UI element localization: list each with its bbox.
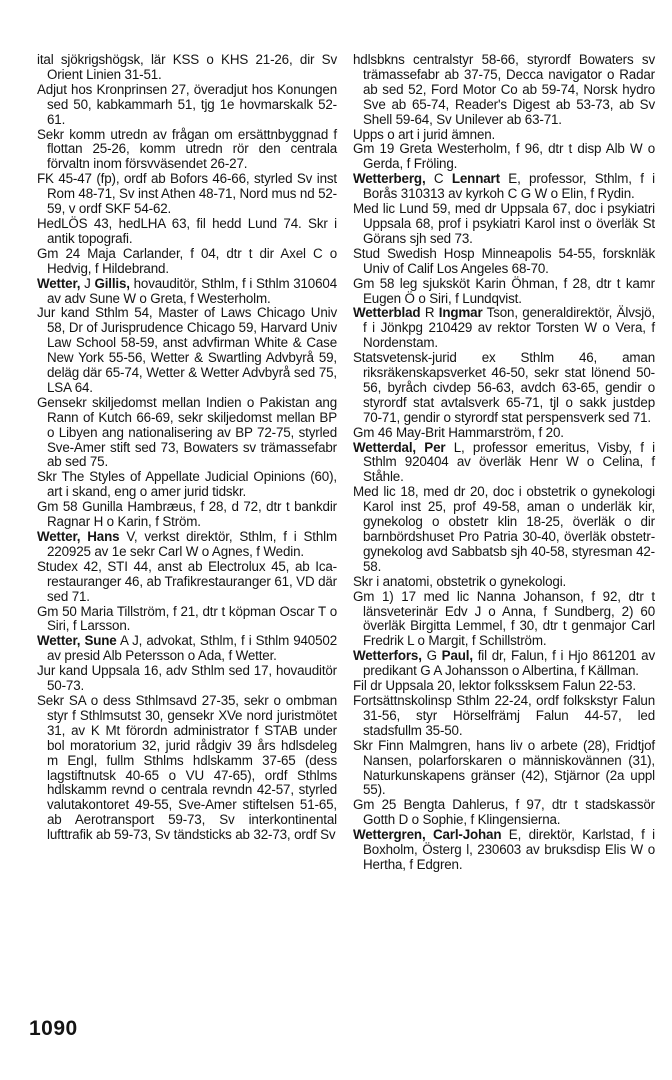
entry-paragraph (37, 694, 337, 843)
paragraph-text: Sekr komm utredn av frågan om ersättnbyggnad f flottan 25-26, komm utredn rör den centrala förvaltn inom försvväsendet 26-27. (37, 126, 337, 172)
entry-paragraph (353, 679, 655, 694)
paragraph-text: Studex 42, STI 44, anst ab Electrolux 45, ab Ica-restauranger 46, ab Trafikrestauranger 61, VD där sed 71. (37, 558, 337, 604)
biography-entry-sune-wetter (37, 634, 337, 664)
entry-paragraph (37, 396, 337, 471)
entry-paragraph (37, 172, 337, 217)
entry-paragraph (353, 739, 655, 799)
given-name: Sune (84, 633, 117, 649)
entry-text: fil dr, Falun, f i Hjo 861201 av predikant G A Johansson o Albertina, f Källman. (363, 648, 655, 679)
paragraph-text: Gm 58 Gunilla Hambræus, f 28, d 72, dtr t bankdir Ragnar H o Karin, f Ström. (37, 499, 337, 530)
entry-paragraph (353, 798, 655, 828)
given-name: Carl-Johan (432, 827, 502, 843)
given-name: Hans (87, 529, 120, 544)
paragraph-text: Fortsättnskolinsp Sthlm 22-24, ordf folkskstyr Falun 31-56, styr Hörselfrämj Falun 44-57, led stadsfullm 35-50. (353, 692, 655, 738)
surname: Wetter, (37, 275, 81, 291)
entry-text: L, professor emeritus, Visby, f i Sthlm 920404 av överläk Henr W o Celina, f Ståhle. (363, 439, 655, 485)
entry-text: E, professor, Sthlm, f i Borås 310313 av kyrkoh C G W o Elin, f Rydin. (363, 171, 655, 202)
surname: Wetter, (37, 529, 81, 544)
initials: R (420, 305, 439, 321)
paragraph-text: Skr Finn Malmgren, hans liv o arbete (28), Fridtjof Nansen, polarforskaren o människovännen (31), Naturkunskapens gränser (42), Stjärnor (2a uppl 55). (353, 737, 655, 798)
paragraph-text: Gm 19 Greta Westerholm, f 96, dtr t disp Alb W o Gerda, f Fröling. (353, 141, 655, 172)
entry-text: Tson, generaldirektör, Älvsjö, f i Jönkpg 210429 av rektor Torsten W o Vera, f Nordenstam. (363, 305, 655, 351)
entry-paragraph (353, 277, 655, 307)
entry-paragraph (353, 53, 655, 128)
paragraph-text: FK 45-47 (fp), ordf ab Bofors 46-66, styrled Sv inst Rom 48-71, Sv inst Athen 48-71, Nord mus nd 52-59, v ordf SKF 54-62. (37, 171, 337, 217)
page-number: 1090 (29, 1017, 78, 1040)
paragraph-text: Gm 1) 17 med lic Nanna Johanson, f 92, dtr t länsveterinär Edv J o Anna, f Sundberg, 2) 60 överläk Birgitta Lemmel, f 30, dtr t genmajor Carl Fredrik L o Margit, f Schillström. (353, 588, 655, 649)
entry-paragraph (353, 694, 655, 739)
initials: J (80, 275, 95, 291)
biography-entry-ingmar-wetterblad (353, 306, 655, 351)
paragraph-text: ital sjökrigshögsk, lär KSS o KHS 21-26, dir Sv Orient Linien 31-51. (37, 52, 337, 82)
paragraph-text: Gm 24 Maja Carlander, f 04, dtr t dir Axel C o Hedvig, f Hildebrand. (37, 245, 337, 276)
entry-paragraph (37, 217, 337, 247)
paragraph-text: hdlsbkns centralstyr 58-66, styrordf Bowaters sv trämassefabr ab 37-75, Decca navigator o Radar ab sed 52, Ford Motor Co ab 59-74, Norsk hydro Sve ab 65-74, Reader's Digest ab 53-73, ab Sv Shell 59-64, Sv Unilever ab 63-71. (353, 52, 655, 127)
entry-paragraph (353, 202, 655, 247)
given-name: Per (424, 439, 446, 455)
paragraph-text: Gm 46 May-Brit Hammarström, f 20. (353, 424, 564, 440)
given-name: Paul, (441, 648, 473, 664)
entry-text: E, direktör, Karlstad, f i Boxholm, Österg l, 230603 av bruksdisp Elis W o Hertha, f Edgren. (363, 827, 655, 872)
entry-paragraph (37, 605, 337, 635)
entry-paragraph (37, 83, 337, 128)
entry-paragraph (37, 53, 337, 83)
entry-paragraph (37, 560, 337, 605)
paragraph-text: Sekr SA o dess Sthlmsavd 27-35, sekr o ombman styr f Sthlmsutst 30, gensekr XVe nord juristmötet 31, av K Mt förordn administrator f STAB under bol moratorium 32, jurid rådgiv 39 års hdlsdeleg m Engl, fullm Sthlms hdlskamm 37-65 (dess lagstiftnutsk 40-65 o VU 47-65), ordf Sthlms hdlskamm revnd o centrala revndn 42-57, styrled valutakontoret 49-55, Sve-Amer stiftelsen 51-65, ab Aerotransport 59-73, Sv interkontinental lufttrafik ab 59-73, Sv tändsticks ab 32-73, ordf Sv (37, 692, 337, 843)
entry-paragraph (353, 590, 655, 650)
surname: Wetterberg, (353, 171, 426, 187)
paragraph-text: Jur kand Sthlm 54, Master of Laws Chicago Univ 58, Dr of Jurisprudence Chicago 59, Harvard Univ Law School 58-59, anst advfirman White & Case New York 55-56, Wetter & Swartling Advbyrå 59, deläg där 65-74, Wetter & Wetter Advbyrå sed 75, LSA 64. (37, 305, 337, 395)
biography-entry-lennart-wetterberg (353, 172, 655, 202)
paragraph-text: Stud Swedish Hosp Minneapolis 54-55, forsknläk Univ of Calif Los Angeles 68-70. (353, 245, 655, 276)
surname: Wetterblad (353, 305, 421, 321)
paragraph-text: Skr The Styles of Appellate Judicial Opinions (60), art i skand, eng o amer jurid tidskr. (37, 469, 337, 500)
surname: Wetterdal, (353, 439, 416, 455)
paragraph-text: Gensekr skiljedomst mellan Indien o Pakistan ang Rann of Kutch 66-69, sekr skiljedomst mellan BP o Libyen ang nationalisering av BP 72-75, styrled Sve-Amer stift sed 73, Bowaters sv trämassefabr ab sed 75. (37, 394, 337, 470)
surname: Wetterfors, (353, 648, 422, 664)
surname: Wettergren, (353, 827, 426, 843)
biography-entry-per-wetterdal (353, 441, 655, 486)
paragraph-text: Med lic 18, med dr 20, doc i obstetrik o gynekologi Karol inst 25, prof 49-58, aman o underläk kir, gynekolog o obstetr klin 18-25, överläk o dir barnbördshuset Pro Patria 30-40, överläk obstetr-gynekolog avd Sabbatsb sjh 40-58, styresman 42-58. (353, 484, 655, 574)
entry-paragraph (37, 306, 337, 395)
entry-paragraph (37, 470, 337, 500)
paragraph-text: Statsvetensk-jurid ex Sthlm 46, aman riksräkenskapsverket 46-50, sekr stat lönend 50-56, byråch civdep 56-63, avdch 63-65, gendir o styrordf stat avtalsverk 65-71, tjl o sakk justdep 70-71, gendir o styrordf stat perspensverk sed 71. (353, 350, 655, 425)
entry-paragraph (353, 351, 655, 426)
paragraph-text: Fil dr Uppsala 20, lektor folkssksem Falun 22-53. (353, 678, 636, 694)
left-column (37, 53, 337, 843)
paragraph-text: Gm 25 Bengta Dahlerus, f 97, dtr t stadskassör Gotth D o Sophie, f Klingensierna. (353, 797, 655, 828)
paragraph-text: Gm 58 leg sjuksköt Karin Öhman, f 28, dtr t kamr Eugen Ö o Siri, f Lundqvist. (353, 275, 655, 306)
biography-entry-carl-johan-wettergren (353, 828, 655, 873)
entry-paragraph (353, 426, 655, 441)
entry-text: V, verkst direktör, Sthlm, f i Sthlm 220925 av 1e sekr Carl W o Agnes, f Wedin. (47, 529, 337, 559)
given-name: Lennart (451, 171, 500, 187)
entry-paragraph (37, 500, 337, 530)
entry-paragraph (353, 247, 655, 277)
biography-entry-hans-wetter (37, 530, 337, 560)
surname: Wetter, (37, 633, 81, 649)
paragraph-text: Adjut hos Kronprinsen 27, överadjut hos Konungen sed 50, kabkammarh 51, tjg 1e hovmarskalk 52-61. (37, 81, 337, 127)
initials (426, 827, 433, 842)
entry-paragraph (37, 247, 337, 277)
initials: C (425, 171, 452, 187)
initials: G (421, 648, 442, 664)
entry-text: A J, advokat, Sthlm, f i Sthlm 940502 av presid Alb Petersson o Ada, f Wetter. (47, 633, 337, 664)
paragraph-text: Med lic Lund 59, med dr Uppsala 67, doc i psykiatri Uppsala 68, prof i psykiatri Karol inst o överläk St Görans sjh sed 73. (353, 201, 655, 246)
right-column (353, 53, 655, 873)
paragraph-text: Gm 50 Maria Tillström, f 21, dtr t köpman Oscar T o Siri, f Larsson. (37, 603, 337, 634)
entry-paragraph (353, 128, 655, 143)
entry-paragraph (353, 575, 655, 590)
biography-entry-paul-wetterfors (353, 649, 655, 679)
biography-entry-gillis-wetter (37, 277, 337, 307)
paragraph-text: Upps o art i jurid ämnen. (353, 126, 496, 142)
paragraph-text: Jur kand Uppsala 16, adv Sthlm sed 17, hovauditör 50-73. (37, 663, 337, 694)
entry-paragraph (353, 485, 655, 574)
entry-paragraph (37, 128, 337, 173)
given-name: Gillis, (94, 275, 130, 291)
entry-paragraph (353, 142, 655, 172)
entry-text: hovauditör, Sthlm, f i Sthlm 310604 av adv Sune W o Greta, f Westerholm. (47, 275, 338, 306)
entry-paragraph (37, 664, 337, 694)
given-name: Ingmar (438, 305, 483, 321)
paragraph-text: HedLÖS 43, hedLHA 63, fil hedd Lund 74. Skr i antik topografi. (37, 215, 337, 246)
paragraph-text: Skr i anatomi, obstetrik o gynekologi. (353, 573, 567, 589)
